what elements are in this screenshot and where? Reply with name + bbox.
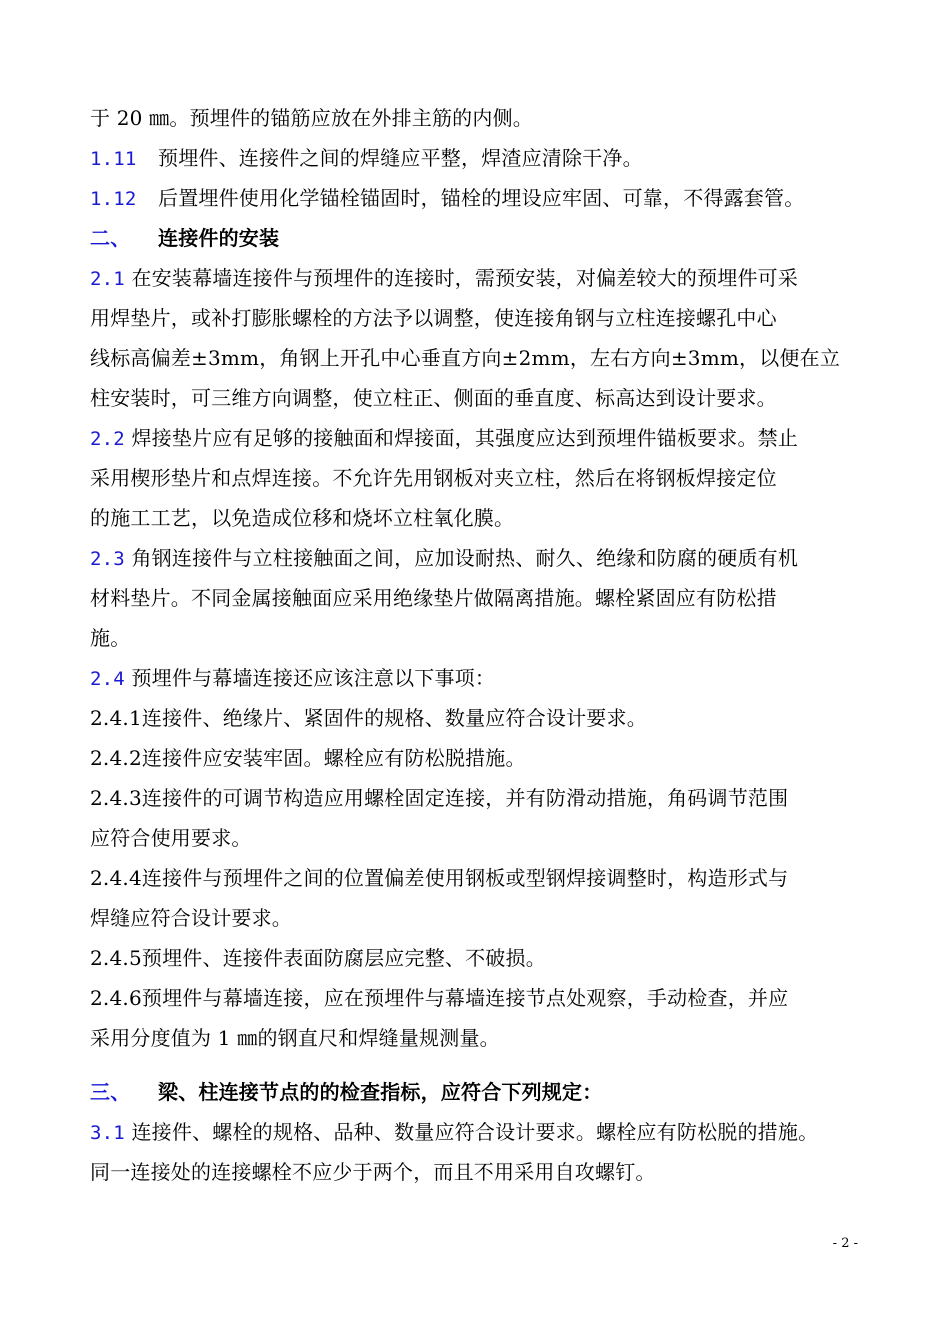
section-title: 梁、柱连接节点的的检查指标，应符合下列规定： xyxy=(158,1080,603,1104)
subclause-2-4-4: 焊缝应符合设计要求。 xyxy=(90,906,292,930)
document-body xyxy=(90,98,880,1192)
subclause-2-4-3: 应符合使用要求。 xyxy=(90,826,252,850)
clause-number: 2.3 xyxy=(90,548,125,570)
paragraph-2-3-line: 施。 xyxy=(90,626,131,650)
section-title: 连接件的安装 xyxy=(158,226,280,250)
paragraph-3-1-line: 同一连接处的连接螺栓不应少于两个，而且不用采用自攻螺钉。 xyxy=(90,1160,656,1184)
section-heading-2 xyxy=(90,218,880,258)
item-1-12 xyxy=(90,178,880,218)
paragraph-2-2-line: 的施工工艺，以免造成位移和烧坏立柱氧化膜。 xyxy=(90,506,515,530)
subclause-2-4-6: 2.4.6预埋件与幕墙连接，应在预埋件与幕墙连接节点处观察，手动检查，并应 xyxy=(90,986,789,1010)
clause-number: 3.1 xyxy=(90,1122,125,1144)
paragraph-2-2-line: 2.2 焊接垫片应有足够的接触面和焊接面，其强度应达到预埋件锚板要求。禁止 xyxy=(90,426,799,450)
paragraph-2-3-line: 材料垫片。不同金属接触面应采用绝缘垫片做隔离措施。螺栓紧固应有防松措 xyxy=(90,586,777,610)
item-text: 预埋件、连接件之间的焊缝应平整，焊渣应清除干净。 xyxy=(158,146,643,170)
item-1-11 xyxy=(90,138,880,178)
subclause-2-4-3: 2.4.3连接件的可调节构造应用螺栓固定连接，并有防滑动措施，角码调节范围 xyxy=(90,786,789,810)
clause-number: 2.1 xyxy=(90,268,125,290)
paragraph-2-2-line: 采用楔形垫片和点焊连接。不允许先用钢板对夹立柱，然后在将钢板焊接定位 xyxy=(90,466,777,490)
subclause-2-4-5: 2.4.5预埋件、连接件表面防腐层应完整、不破损。 xyxy=(90,946,546,970)
page-number: - 2 - xyxy=(832,1236,858,1251)
paragraph-2-1-line: 用焊垫片，或补打膨胀螺栓的方法予以调整，使连接角钢与立柱连接螺孔中心 xyxy=(90,306,777,330)
paragraph-line: 于 20 ㎜。预埋件的锚筋应放在外排主筋的内侧。 xyxy=(90,106,533,130)
clause-number: 2.2 xyxy=(90,428,125,450)
subclause-2-4-4: 2.4.4连接件与预埋件之间的位置偏差使用钢板或型钢焊接调整时，构造形式与 xyxy=(90,866,789,890)
paragraph-2-3-line: 2.3 角钢连接件与立柱接触面之间，应加设耐热、耐久、绝缘和防腐的硬质有机 xyxy=(90,546,799,570)
item-number: 1.12 xyxy=(90,188,137,210)
subclause-2-4-2: 2.4.2连接件应安装牢固。螺栓应有防松脱措施。 xyxy=(90,746,526,770)
paragraph-2-1-line: 2.1 在安装幕墙连接件与预埋件的连接时，需预安装，对偏差较大的预埋件可采 xyxy=(90,266,799,290)
paragraph-3-1-line: 3.1 连接件、螺栓的规格、品种、数量应符合设计要求。螺栓应有防松脱的措施。 xyxy=(90,1120,819,1144)
subclause-2-4-6: 采用分度值为 1 ㎜的钢直尺和焊缝量规测量。 xyxy=(90,1026,500,1050)
section-number: 三、 xyxy=(90,1080,131,1104)
section-number: 二、 xyxy=(90,226,131,250)
paragraph-2-1-line: 柱安装时，可三维方向调整，使立柱正、侧面的垂直度、标高达到设计要求。 xyxy=(90,386,777,410)
item-text: 后置埋件使用化学锚栓锚固时，锚栓的埋设应牢固、可靠，不得露套管。 xyxy=(158,186,805,210)
spacer xyxy=(90,1058,880,1072)
section-heading-3 xyxy=(90,1072,880,1112)
clause-number: 2.4 xyxy=(90,668,125,690)
paragraph-2-4-line: 2.4 预埋件与幕墙连接还应该注意以下事项： xyxy=(90,666,496,690)
paragraph-2-1-line: 线标高偏差±3mm，角钢上开孔中心垂直方向±2mm，左右方向±3mm，以便在立 xyxy=(90,346,841,370)
item-number: 1.11 xyxy=(90,148,137,170)
subclause-2-4-1: 2.4.1连接件、绝缘片、紧固件的规格、数量应符合设计要求。 xyxy=(90,706,647,730)
